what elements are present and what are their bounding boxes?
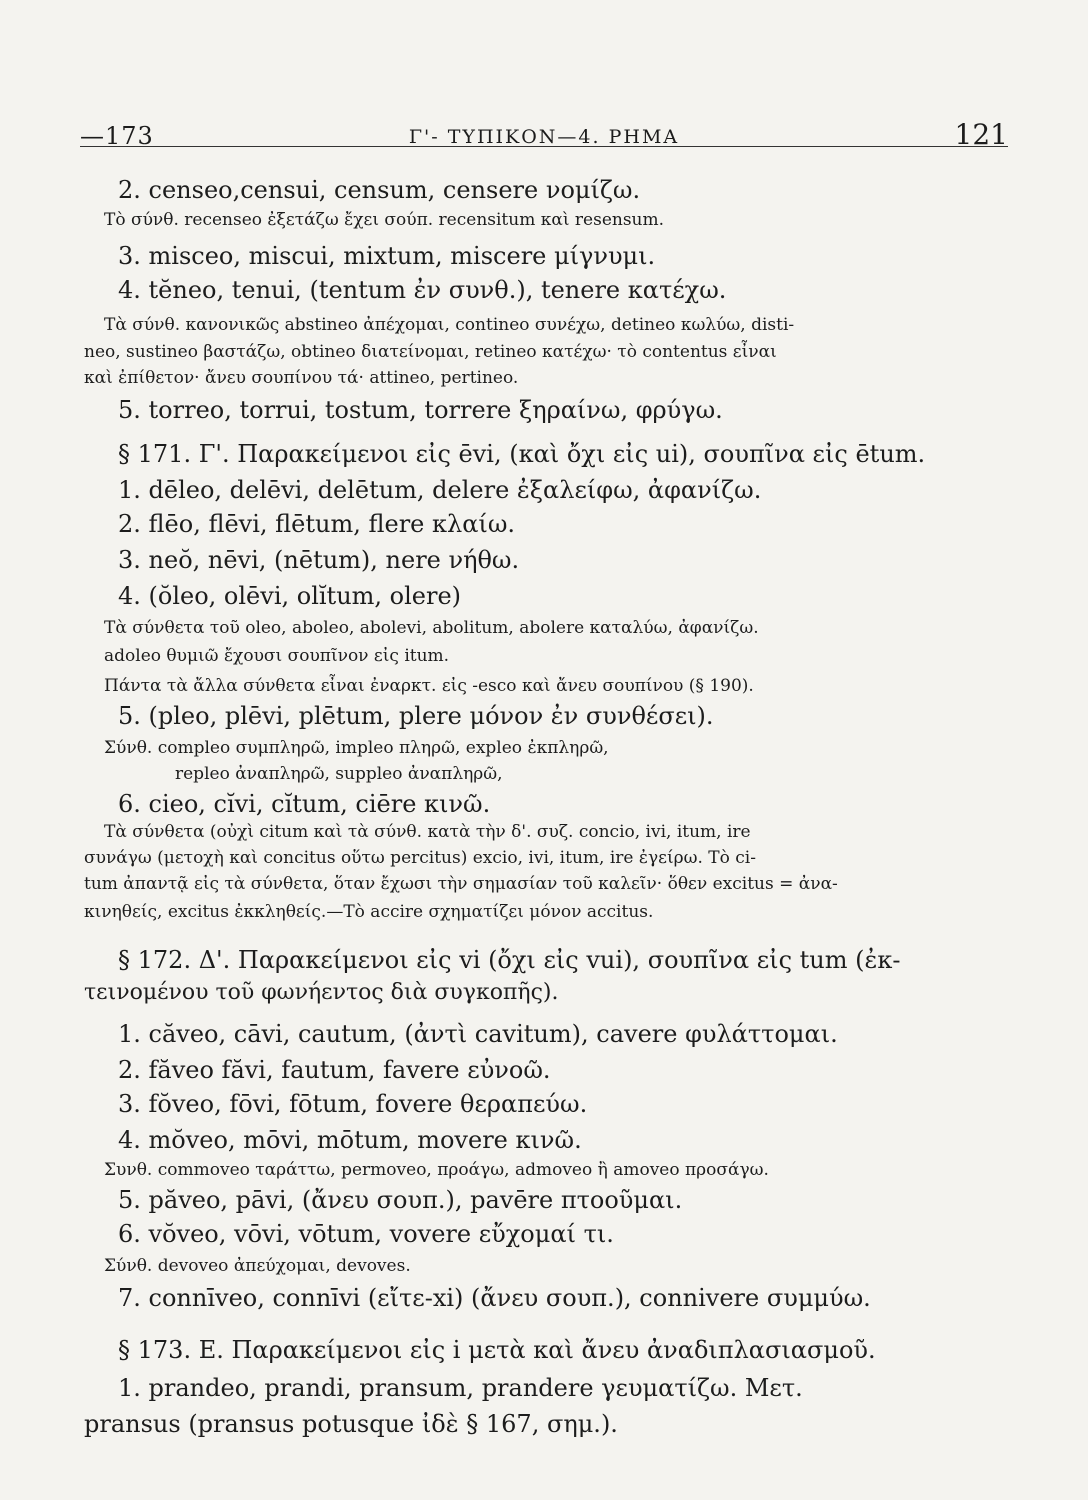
entry-conniveo: 7. connīveo, connīvi (εἴτε-xi) (ἄνευ σουπ.), connivere συμμύω. (118, 1284, 871, 1312)
entry-prandeo: 1. prandeo, prandi, pransum, prandere γευματίζω. Μετ. (118, 1374, 803, 1402)
note-moveo: Συνθ. commoveo ταράττω, permoveo, προάγω, admoveo ἢ amoveo προσάγω. (104, 1160, 769, 1180)
entry-misceo: 3. misceo, miscui, mixtum, miscere μίγνυμι. (118, 242, 656, 270)
note-censeo: Τὸ σύνθ. recenseo ἐξετάζω ἔχει σούπ. recensitum καὶ resensum. (104, 210, 665, 230)
section-172-heading: § 172. Δ'. Παρακείμενοι εἰς vi (ὄχι εἰς vui), σουπῖνα εἰς tum (ἐκ- (118, 946, 901, 974)
section-173-heading: § 173. Ε. Παρακείμενοι εἰς i μετὰ καὶ ἄνευ ἀναδιπλασιασμοῦ. (118, 1336, 876, 1364)
entry-paveo: 5. păveo, pāvi, (ἄνευ σουπ.), pavēre πτοοῦμαι. (118, 1186, 683, 1214)
note-pleo-1: Σύνθ. compleo συμπληρῶ, impleo πληρῶ, expleo ἐκπληρῶ, (104, 738, 609, 758)
note-voveo: Σύνθ. devoveo ἀπεύχομαι, devoves. (104, 1256, 411, 1276)
note-cieo-4: κινηθείς, excitus ἐκκληθείς.—Τὸ accire σχηματίζει μόνον accitus. (84, 902, 654, 922)
note-teneo-3: καὶ ἐπίθετον· ἄνευ σουπίνου τά· attineo, pertineo. (84, 368, 519, 388)
entry-censeo: 2. censeo,censui, censum, censere νομίζω. (118, 176, 641, 204)
note-oleo-1: Τὰ σύνθετα τοῦ oleo, aboleo, abolevi, abolitum, abolere καταλύω, ἀφανίζω. (104, 618, 759, 638)
page-number: 121 (954, 118, 1008, 151)
entry-oleo: 4. (ŏleo, olēvi, olĭtum, olere) (118, 582, 462, 610)
header-rule (80, 146, 1008, 147)
entry-fleo: 2. flēo, flēvi, flētum, flere κλαίω. (118, 510, 516, 538)
note-oleo-3: Πάντα τὰ ἄλλα σύνθετα εἶναι ἐναρκτ. εἰς -esco καὶ ἄνευ σουπίνου (§ 190). (104, 676, 754, 696)
entry-caveo: 1. căveo, cāvi, cautum, (ἀντὶ cavitum), cavere φυλάττομαι. (118, 1020, 838, 1048)
entry-faveo: 2. făveo făvi, fautum, favere εὐνοῶ. (118, 1056, 551, 1084)
entry-foveo: 3. fŏveo, fōvi, fōtum, fovere θεραπεύω. (118, 1090, 588, 1118)
entry-prandeo-cont: pransus (pransus potusque ἰδὲ § 167, σημ.). (84, 1410, 618, 1438)
entry-teneo: 4. tĕneo, tenui, (tentum ἐν συνθ.), tenere κατέχω. (118, 276, 727, 304)
entry-pleo: 5. (pleo, plēvi, plētum, plere μόνον ἐν συνθέσει). (118, 702, 714, 730)
note-cieo-2: συνάγω (μετοχὴ καὶ concitus οὕτω percitus) excio, ivi, itum, ire ἐγείρω. Τὸ ci- (84, 848, 756, 868)
note-pleo-2: repleo ἀναπληρῶ, suppleo ἀναπληρῶ, (175, 764, 503, 784)
running-title: Γ'- ΤΥΠΙΚΟΝ—4. ΡΗΜΑ (408, 126, 680, 148)
entry-cieo: 6. cieo, cĭvi, cĭtum, ciēre κινῶ. (118, 790, 491, 818)
section-171-heading: § 171. Γ'. Παρακείμενοι εἰς ēvi, (καὶ ὄχι εἰς ui), σουπῖνα εἰς ētum. (118, 440, 926, 468)
entry-moveo: 4. mŏveo, mōvi, mōtum, movere κινῶ. (118, 1126, 582, 1154)
entry-torreo: 5. torreo, torrui, tostum, torrere ξηραίνω, φρύγω. (118, 396, 723, 424)
entry-voveo: 6. vŏveo, vōvi, vōtum, vovere εὔχομαί τι. (118, 1220, 614, 1248)
note-teneo-2: neo, sustineo βαστάζω, obtineo διατείνομαι, retineo κατέχω· τὸ contentus εἶναι (84, 342, 777, 362)
note-cieo-3: tum ἀπαντᾷ εἰς τὰ σύνθετα, ὅταν ἔχωσι τὴν σημασίαν τοῦ καλεῖν· ὅθεν excitus = ἀνα- (84, 874, 838, 894)
note-teneo-1: Τὰ σύνθ. κανονικῶς abstineo ἀπέχομαι, contineo συνέχω, detineo κωλύω, disti- (104, 315, 795, 335)
entry-deleo: 1. dēleo, delēvi, delētum, delere ἐξαλείφω, ἀφανίζω. (118, 476, 762, 504)
entry-neo: 3. neŏ, nēvi, (nētum), nere νήθω. (118, 546, 520, 574)
note-oleo-2: adoleo θυμιῶ ἔχουσι σουπῖνον εἰς itum. (104, 646, 450, 666)
note-cieo-1: Τὰ σύνθετα (οὐχὶ citum καὶ τὰ σύνθ. κατὰ τὴν δ'. συζ. concio, ivi, itum, ire (104, 822, 751, 842)
section-number: —173 (80, 122, 154, 150)
section-172-heading-cont: τεινομένου τοῦ φωνήεντος διὰ συγκοπῆς). (84, 980, 559, 1005)
